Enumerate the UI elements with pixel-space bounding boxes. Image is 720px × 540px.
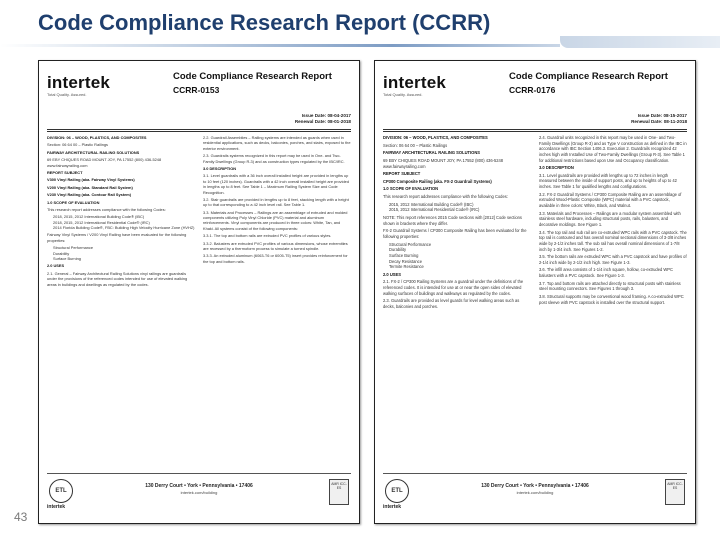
footer-divider <box>47 473 351 474</box>
body-paragraph: Fairway Vinyl Systems / V200 Vinyl Railing have been evaluated for the following properties: <box>47 232 187 243</box>
section-heading: DIVISION: 06 – WOOD, PLASTICS, AND COMPOSITES <box>47 135 147 140</box>
section-heading: 1.0 SCOPE OF EVALUATION <box>47 199 100 205</box>
issue-date: Issue Date: 08-04-2017 <box>301 113 351 118</box>
report-column-left <box>47 135 195 465</box>
body-paragraph: FX-2 Guardrail Systems / CP300 Composite Railing has been evaluated for the following properties: <box>383 228 527 239</box>
report-header <box>509 71 687 95</box>
etl-badge: ETL <box>385 479 409 503</box>
body-paragraph: 69 EBY CHIQUES ROAD MOUNT JOY, PA 17552 (800) 436-5248 www.fairwayrailing.com <box>47 157 162 168</box>
bullet-item: • 2015, 2012 International Residential Code® (IRC) <box>389 207 531 213</box>
footer-wordmark: intertek <box>383 504 402 510</box>
footer-divider <box>383 473 687 474</box>
logo-tagline: Total Quality. Assured. <box>383 92 423 97</box>
report-page-ccrr-0176 <box>374 60 696 524</box>
footer-website: intertek.com/building <box>180 490 218 495</box>
intertek-logo <box>47 73 110 97</box>
accreditation-badge: AMR ICC-ES <box>665 479 685 505</box>
intertek-logo <box>383 73 446 97</box>
report-column-right <box>539 135 687 465</box>
body-paragraph: 3.8. Structural supports may be conventional wood framing. A co-extruded WPC post sleeve with PVC capstock is installed over the structural support. <box>539 294 684 305</box>
bullet-list <box>53 245 195 261</box>
body-paragraph: 2.1. General – Fairway Architectural Railing Solutions vinyl railings are guardrails under the provisions of the referenced codes intended for use of elevated walking areas in buildings and dwellings as regulated by the codes. <box>47 270 188 287</box>
report-number: CCRR-0176 <box>509 85 556 95</box>
bullet-item: • 2018, 2015, 2012 International Residential Code® (IRC) <box>53 220 195 225</box>
report-number: CCRR-0153 <box>173 85 220 95</box>
body-paragraph: This research report addresses compliance with the following Codes: <box>383 194 508 200</box>
footer-address-block <box>435 483 635 495</box>
header-divider-thin <box>383 131 687 132</box>
body-paragraph: 3.3.2. Balusters are extruded PVC profiles of various dimensions, whose extremities are recessed by a thermoform process to simulate a turned spindle. <box>203 240 348 252</box>
bullet-item: • Structural Performance <box>389 242 531 248</box>
issue-date: Issue Date: 08-15-2017 <box>637 113 687 118</box>
section-heading: 3.0 DESCRIPTION <box>539 165 574 171</box>
bullet-item: • Termite Resistance <box>389 264 531 270</box>
body-paragraph: 2.3. Guardrails are provided as level guards for level walking areas such as decks, balconies and porches. <box>383 298 520 310</box>
report-title: Code Compliance Research Report <box>509 71 668 82</box>
body-paragraph: 3.3.3. An extruded aluminum (6063-T6 or 6005-T5) insert provides reinforcement for the top and bottom rails. <box>203 253 348 264</box>
subject-line: V300 Vinyl Railing (aka. Fairway Vinyl Systems) <box>47 177 135 183</box>
body-paragraph: Section: 06 64 00 – Plastic Railings <box>47 142 108 148</box>
bullet-item: • Surface Burning <box>389 253 531 259</box>
section-heading: 2.0 USES <box>47 263 65 269</box>
body-paragraph: 3.7. Top and bottom rails are attached directly to structural posts with stainless steel mounting connectors. See Figures 1 through 3. <box>539 280 681 292</box>
logo-tagline: Total Quality. Assured. <box>47 92 87 97</box>
header-divider-thin <box>47 131 351 132</box>
renewal-date: Renewal Date: 08-11-2018 <box>631 119 687 125</box>
footer-address: 130 Derry Court • York • Pennsylvania • 17406 <box>481 483 589 489</box>
body-paragraph: 3.3.1. The top and bottom rails are extruded PVC profiles of various styles. <box>203 233 332 239</box>
subject-line: V200 Vinyl Railing (aka. Standard Rail System) <box>47 184 133 190</box>
section-heading: DIVISION: 06 – WOOD, PLASTICS, AND COMPOSITES <box>383 135 488 140</box>
bullet-item: • 2018, 2015, 2012 International Building Code® (IBC) <box>53 214 195 219</box>
bullet-list <box>389 242 531 270</box>
subject-line: V230 Vinyl Railing (aka. Contour Rail System) <box>47 192 132 198</box>
body-paragraph: This research report addresses compliance with the following Codes: <box>47 206 166 212</box>
footer-website: intertek.com/building <box>516 490 554 495</box>
subject-line: CP300 Composite Railing (aka. FX-2 Guardrail Systems) <box>383 178 492 184</box>
body-paragraph: 3.5. The bottom rails are extruded WPC with a PVC capstock and have profiles of 2-1/4 inch wide by 2-1/2 inch high. See Figure 1-3. <box>539 254 687 265</box>
logo-wordmark: intertek <box>47 73 111 92</box>
accreditation-badge: AMR ICC-ES <box>329 479 349 505</box>
section-heading: FAIRWAY ARCHITECTURAL RAILING SOLUTIONS <box>383 150 481 156</box>
title-decoration <box>560 36 720 48</box>
body-paragraph: 2.3. Guardrails systems recognized in this report may be used in One- and Two-Family Dwellings (Group R-3) and as construction types regulated by the IBC/IRC. <box>203 153 345 164</box>
body-paragraph: 2.4. Guardrail units recognized in this report may be used in One- and Two-Family Dwellings (Group R-3) and as Type V construction as defined in the IBC in accordance with IBC Section 1406.3. Execution 2. Guardrails recognized 42 inches high with Installed Use of Two-Family Dwellings (Group R-3). See Table 1 for additional restrictions based upon Use and Occupancy classification. <box>539 135 687 163</box>
footer-wordmark: intertek <box>47 504 66 510</box>
body-paragraph: NOTE: This report references 2015 Code sections with [2012] Code sections shown in brackets where they differ. <box>383 215 522 226</box>
report-column-left <box>383 135 531 465</box>
footer-address: 130 Derry Court • York • Pennsylvania • 17406 <box>145 483 253 489</box>
title-underline <box>0 44 560 47</box>
body-paragraph: 3.3. Materials and Processes – Railings are a modular system assembled with stainless steel hardware, including structural posts, rails, balusters, and decorative moldings. See Figure 1. <box>539 210 681 227</box>
bullet-list <box>389 202 531 213</box>
section-heading: REPORT SUBJECT <box>47 169 83 175</box>
bullet-item: • Durability <box>53 251 195 256</box>
body-paragraph: 3.2. Stair guardrails are provided in lengths up to 8 feet, stacking length with a height up to that corresponding to a 42 inch level rail. See Table 1. <box>203 196 349 208</box>
bullet-item: • 2014 Florida Building Code®, FBC: Building High Velocity Hurricane Zone (HVHZ) <box>53 225 195 230</box>
report-dates <box>631 113 687 125</box>
bullet-item: • Decay Resistance <box>389 259 531 265</box>
etl-badge: ETL <box>49 479 73 503</box>
report-column-right <box>203 135 351 465</box>
section-heading: FAIRWAY ARCHITECTURAL RAILING SOLUTIONS <box>47 149 140 155</box>
body-paragraph: 3.1. Level guardrails are provided with lengths up to 72 inches in length measured between the inside of support posts, and up to heights of up to 42 inches. See Table 1 for qualified lengths and configurations. <box>539 172 677 190</box>
bullet-item: • Structural Performance <box>53 245 195 250</box>
report-header <box>173 71 351 95</box>
report-dates <box>295 113 351 125</box>
body-paragraph: 3.3. Materials and Processes – Railings are an assemblage of extruded and molded components utilizing Poly Vinyl Chloride (PVC) material and aluminum reinforcements. Vinyl components are produced in three colors: White, Tan, and Khaki. All systems consist of the following components: <box>203 209 348 231</box>
bullet-item: • 2015, 2012 International Building Code® (IBC) <box>389 202 531 208</box>
body-paragraph: Section: 06 64 00 – Plastic Railings <box>383 142 448 148</box>
section-heading: REPORT SUBJECT <box>383 171 421 177</box>
body-paragraph: 3.4. The top rail and sub rail are co-extruded WPC rails with a PVC capstock. The top rail is contoured and has overall nominal sectional dimensions of 3-3/8 inches wide by 2-1/2 inches tall. The sub rail has overall nominal dimensions of 1-7/8 inch by 1-3/4 inch. See Figures 1-2. <box>539 229 687 252</box>
footer-address-block <box>99 483 299 495</box>
body-paragraph: 2.1. FX-2 / CP300 Railing Systems are a guardrail under the definitions of the referenced codes. It is intended for use at or near the open sides of elevated walking surfaces of buildings and walkways as regulated by the codes. <box>383 279 524 296</box>
section-heading: 3.0 DESCRIPTION <box>203 165 237 171</box>
slide-title: Code Compliance Research Report (CCRR) <box>38 10 491 35</box>
bullet-item: • Surface Burning <box>53 256 195 261</box>
report-page-ccrr-0153 <box>38 60 360 524</box>
section-heading: 2.0 USES <box>383 271 401 277</box>
renewal-date: Renewal Date: 08-01-2018 <box>294 119 351 125</box>
bullet-list <box>53 214 195 230</box>
bullet-item: • Durability <box>389 247 531 253</box>
slide-page-number: 43 <box>14 510 28 524</box>
body-paragraph: 3.1. Level guardrails with a 36 inch overall installed height are provided in lengths up to 10 feet (120 inches). Guardrails with a 42 inch overall installed height are provided in lengths up to 8 feet. See Table 1 – Maximum Railing System Size and Code Recognition. <box>203 173 349 195</box>
body-paragraph: 3.6. The infill area consists of 1-1/4 inch square, hollow, co-extruded WPC balusters with a PVC capstock. See Figure 1-3. <box>539 267 673 279</box>
body-paragraph: 2.2. Guardrail Assemblies – Railing systems are intended as guards when used in residential applications, such as decks, balconies, porches, and stairs, exposed to the exterior environment. <box>203 135 351 151</box>
header-divider <box>47 129 351 130</box>
header-divider <box>383 129 687 130</box>
section-heading: 1.0 SCOPE OF EVALUATION <box>383 186 439 192</box>
body-paragraph: 69 EBY CHIQUES ROAD MOUNT JOY, PA 17552 (800) 436-5248 www.fairwayrailing.com <box>383 157 504 169</box>
body-paragraph: 3.2. FX-2 Guardrail Systems / CP300 Composite Railing are an assemblage of extruded Wood-Plastic Composite (WPC) material with a PVC capstock, available in three colors: White, Black, and Walnut. <box>539 191 682 209</box>
logo-wordmark: intertek <box>383 73 447 92</box>
report-title: Code Compliance Research Report <box>173 71 332 82</box>
